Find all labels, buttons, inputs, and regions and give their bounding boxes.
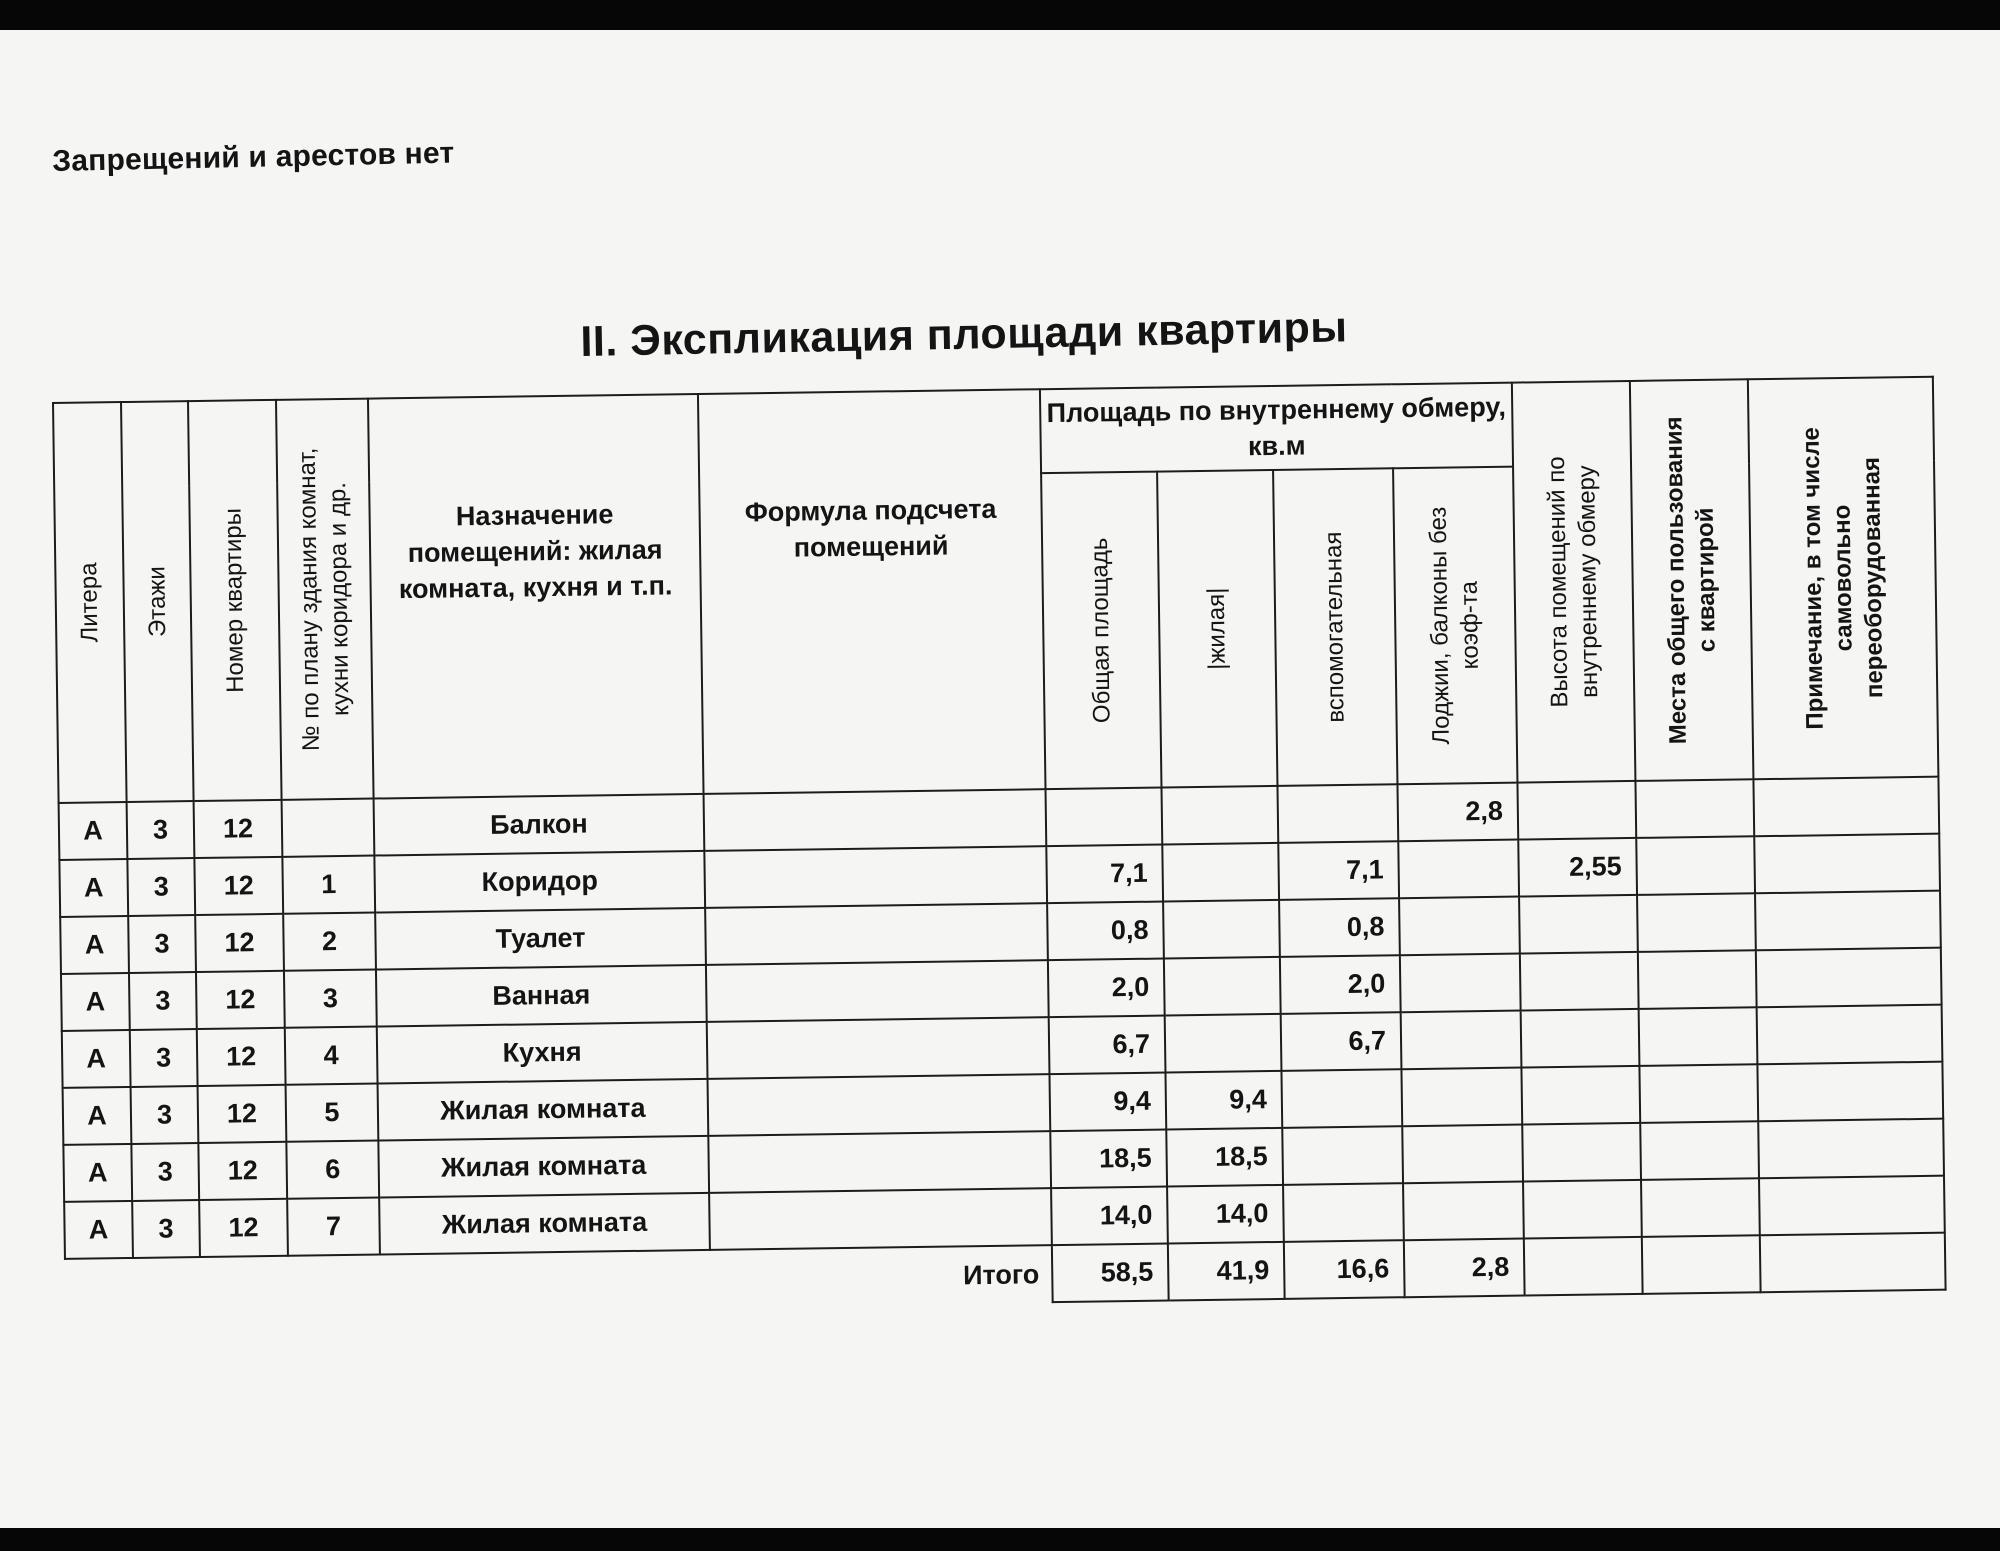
cell-mesta (1639, 1007, 1758, 1066)
cell-vspom: 0,8 (1279, 898, 1400, 957)
cell-naznachenie: Ванная (376, 965, 707, 1027)
cell-etazh: 3 (128, 915, 196, 973)
cell-vspom (1281, 1069, 1402, 1128)
cell-formula (704, 789, 1047, 851)
cell-vysota (1519, 895, 1638, 954)
cell-zhilaya (1164, 957, 1281, 1016)
cell-kvartira: 12 (198, 1085, 287, 1143)
cell-kvartira: 12 (194, 800, 283, 858)
cell-naznachenie: Балкон (374, 794, 705, 856)
header-lodzhii: Лоджии, балконы без коэф-та (1393, 467, 1517, 784)
cell-vysota (1517, 781, 1636, 840)
cell-primechanie (1758, 1119, 1944, 1179)
cell-vysota (1523, 1180, 1642, 1239)
cell-formula (708, 1131, 1051, 1193)
cell-obshaya: 7,1 (1046, 845, 1163, 904)
cell-kvartira: 12 (194, 857, 283, 915)
cell-etazh: 3 (131, 1086, 199, 1144)
cell-lodzhii (1401, 1011, 1522, 1070)
cell-vspom: 7,1 (1278, 841, 1399, 900)
cell-vspom: 2,0 (1280, 955, 1401, 1014)
cell-mesta (1638, 950, 1757, 1009)
cell-formula (704, 846, 1047, 908)
cell-etazh: 3 (131, 1143, 199, 1201)
cell-primechanie (1757, 1005, 1943, 1065)
cell-zhilaya (1165, 1014, 1282, 1073)
cell-kvartira: 12 (199, 1199, 288, 1257)
cell-litera: А (59, 802, 128, 860)
cell-mesta (1637, 893, 1756, 952)
header-litera: Литера (53, 402, 127, 803)
cell-lodzhii (1402, 1125, 1523, 1184)
cell-litera: А (63, 1144, 132, 1202)
explication-table-wrap (52, 376, 1947, 1317)
cell-nomer: 7 (287, 1198, 380, 1256)
cell-nomer: 4 (285, 1027, 378, 1085)
header-naznachenie: Назначение помещений: жилая комната, кухня и т.п. (368, 394, 704, 799)
cell-lodzhii (1398, 840, 1519, 899)
cell-formula (709, 1188, 1052, 1250)
cell-obshaya: 18,5 (1050, 1130, 1167, 1189)
cell-vysota (1520, 952, 1639, 1011)
cell-zhilaya: 18,5 (1166, 1128, 1283, 1187)
cell-litera: А (63, 1087, 132, 1145)
cell-nomer: 1 (282, 856, 375, 914)
cell-lodzhii: 2,8 (1397, 783, 1518, 842)
cell-mesta (1640, 1121, 1759, 1180)
header-primechanie: Примечание, в том числе самовольно переоборудованная (1748, 377, 1939, 780)
cell-nomer: 3 (284, 970, 377, 1028)
total-primechanie (1760, 1233, 1946, 1293)
cell-litera: А (64, 1201, 133, 1259)
cell-vspom (1277, 784, 1398, 843)
cell-vysota (1522, 1123, 1641, 1182)
cell-lodzhii (1400, 954, 1521, 1013)
header-po-planu: № по плану здания комнат, кухни коридора и др. (276, 399, 374, 800)
scan-bottom-border (0, 1528, 2000, 1551)
cell-obshaya: 6,7 (1049, 1016, 1166, 1075)
cell-vysota (1521, 1066, 1640, 1125)
cell-naznachenie: Кухня (377, 1022, 708, 1084)
cell-vysota (1521, 1009, 1640, 1068)
cell-obshaya: 9,4 (1049, 1073, 1166, 1132)
total-zhilaya: 41,9 (1168, 1242, 1285, 1301)
cell-primechanie (1755, 891, 1941, 951)
total-lodzhii: 2,8 (1404, 1239, 1525, 1298)
cell-primechanie (1759, 1176, 1945, 1236)
cell-naznachenie: Жилая комната (379, 1193, 710, 1255)
cell-obshaya: 2,0 (1048, 959, 1165, 1018)
cell-mesta (1639, 1064, 1758, 1123)
cell-nomer (282, 799, 375, 857)
cell-etazh: 3 (127, 858, 195, 916)
cell-primechanie (1756, 948, 1942, 1008)
cell-nomer: 6 (286, 1141, 379, 1199)
cell-etazh: 3 (127, 801, 195, 859)
cell-lodzhii (1399, 897, 1520, 956)
cell-primechanie (1753, 777, 1939, 837)
cell-mesta (1636, 836, 1755, 895)
cell-nomer: 5 (286, 1084, 379, 1142)
header-nomer-kvartiry: Номер квартиры (188, 400, 282, 801)
cell-zhilaya: 9,4 (1165, 1071, 1282, 1130)
cell-formula (705, 903, 1048, 965)
totals-label: Итого (962, 1258, 1040, 1290)
header-vysota: Высота помещений по внутреннему обмеру (1512, 381, 1636, 783)
cell-naznachenie: Жилая комната (378, 1079, 709, 1141)
cell-formula (706, 960, 1049, 1022)
header-area-group: Площадь по внутреннему обмеру, кв.м (1040, 383, 1513, 474)
cell-litera: А (59, 859, 128, 917)
cell-naznachenie: Коридор (374, 851, 705, 913)
cell-litera: А (61, 973, 130, 1031)
cell-lodzhii (1403, 1182, 1524, 1241)
total-vysota (1524, 1237, 1643, 1296)
cell-vspom (1283, 1183, 1404, 1242)
cell-zhilaya (1163, 900, 1280, 959)
cell-obshaya: 14,0 (1051, 1187, 1168, 1246)
cell-obshaya (1046, 788, 1163, 847)
explication-table (52, 376, 1947, 1317)
header-formula: Формула подсчета помещений (698, 389, 1046, 794)
cell-nomer: 2 (283, 913, 376, 971)
cell-vspom: 6,7 (1281, 1012, 1402, 1071)
cell-kvartira: 12 (197, 1028, 286, 1086)
encumbrance-note: Запрещений и арестов нет (52, 136, 455, 178)
cell-mesta (1641, 1178, 1760, 1237)
page-title: II. Экспликация площади квартиры (580, 303, 1348, 366)
total-vspom: 16,6 (1284, 1240, 1405, 1299)
header-zhilaya: |жилая| (1157, 470, 1277, 787)
cell-formula (708, 1074, 1051, 1136)
cell-zhilaya (1162, 843, 1279, 902)
cell-naznachenie: Жилая комната (378, 1136, 709, 1198)
cell-lodzhii (1401, 1068, 1522, 1127)
cell-primechanie (1757, 1062, 1943, 1122)
cell-etazh: 3 (130, 1029, 198, 1087)
cell-formula (707, 1017, 1050, 1079)
cell-obshaya: 0,8 (1047, 902, 1164, 961)
total-obshaya: 58,5 (1052, 1244, 1169, 1303)
cell-primechanie (1754, 834, 1940, 894)
scan-top-border (0, 0, 2000, 30)
cell-zhilaya: 14,0 (1167, 1185, 1284, 1244)
cell-vspom (1282, 1126, 1403, 1185)
cell-etazh: 3 (132, 1200, 200, 1258)
cell-litera: А (62, 1030, 131, 1088)
cell-naznachenie: Туалет (375, 908, 706, 970)
cell-kvartira: 12 (196, 971, 285, 1029)
total-mesta (1642, 1235, 1761, 1294)
cell-zhilaya (1161, 786, 1278, 845)
header-mesta: Места общего пользования с квартирой (1630, 379, 1754, 781)
cell-kvartira: 12 (195, 914, 284, 972)
header-etazhi: Этажи (121, 401, 194, 802)
cell-litera: А (60, 916, 129, 974)
cell-mesta (1635, 779, 1754, 838)
header-obshaya: Общая площадь (1041, 472, 1161, 789)
cell-kvartira: 12 (198, 1142, 287, 1200)
cell-vysota: 2,55 (1518, 838, 1637, 897)
header-vspom: вспомогательная (1273, 469, 1397, 786)
cell-etazh: 3 (129, 972, 197, 1030)
